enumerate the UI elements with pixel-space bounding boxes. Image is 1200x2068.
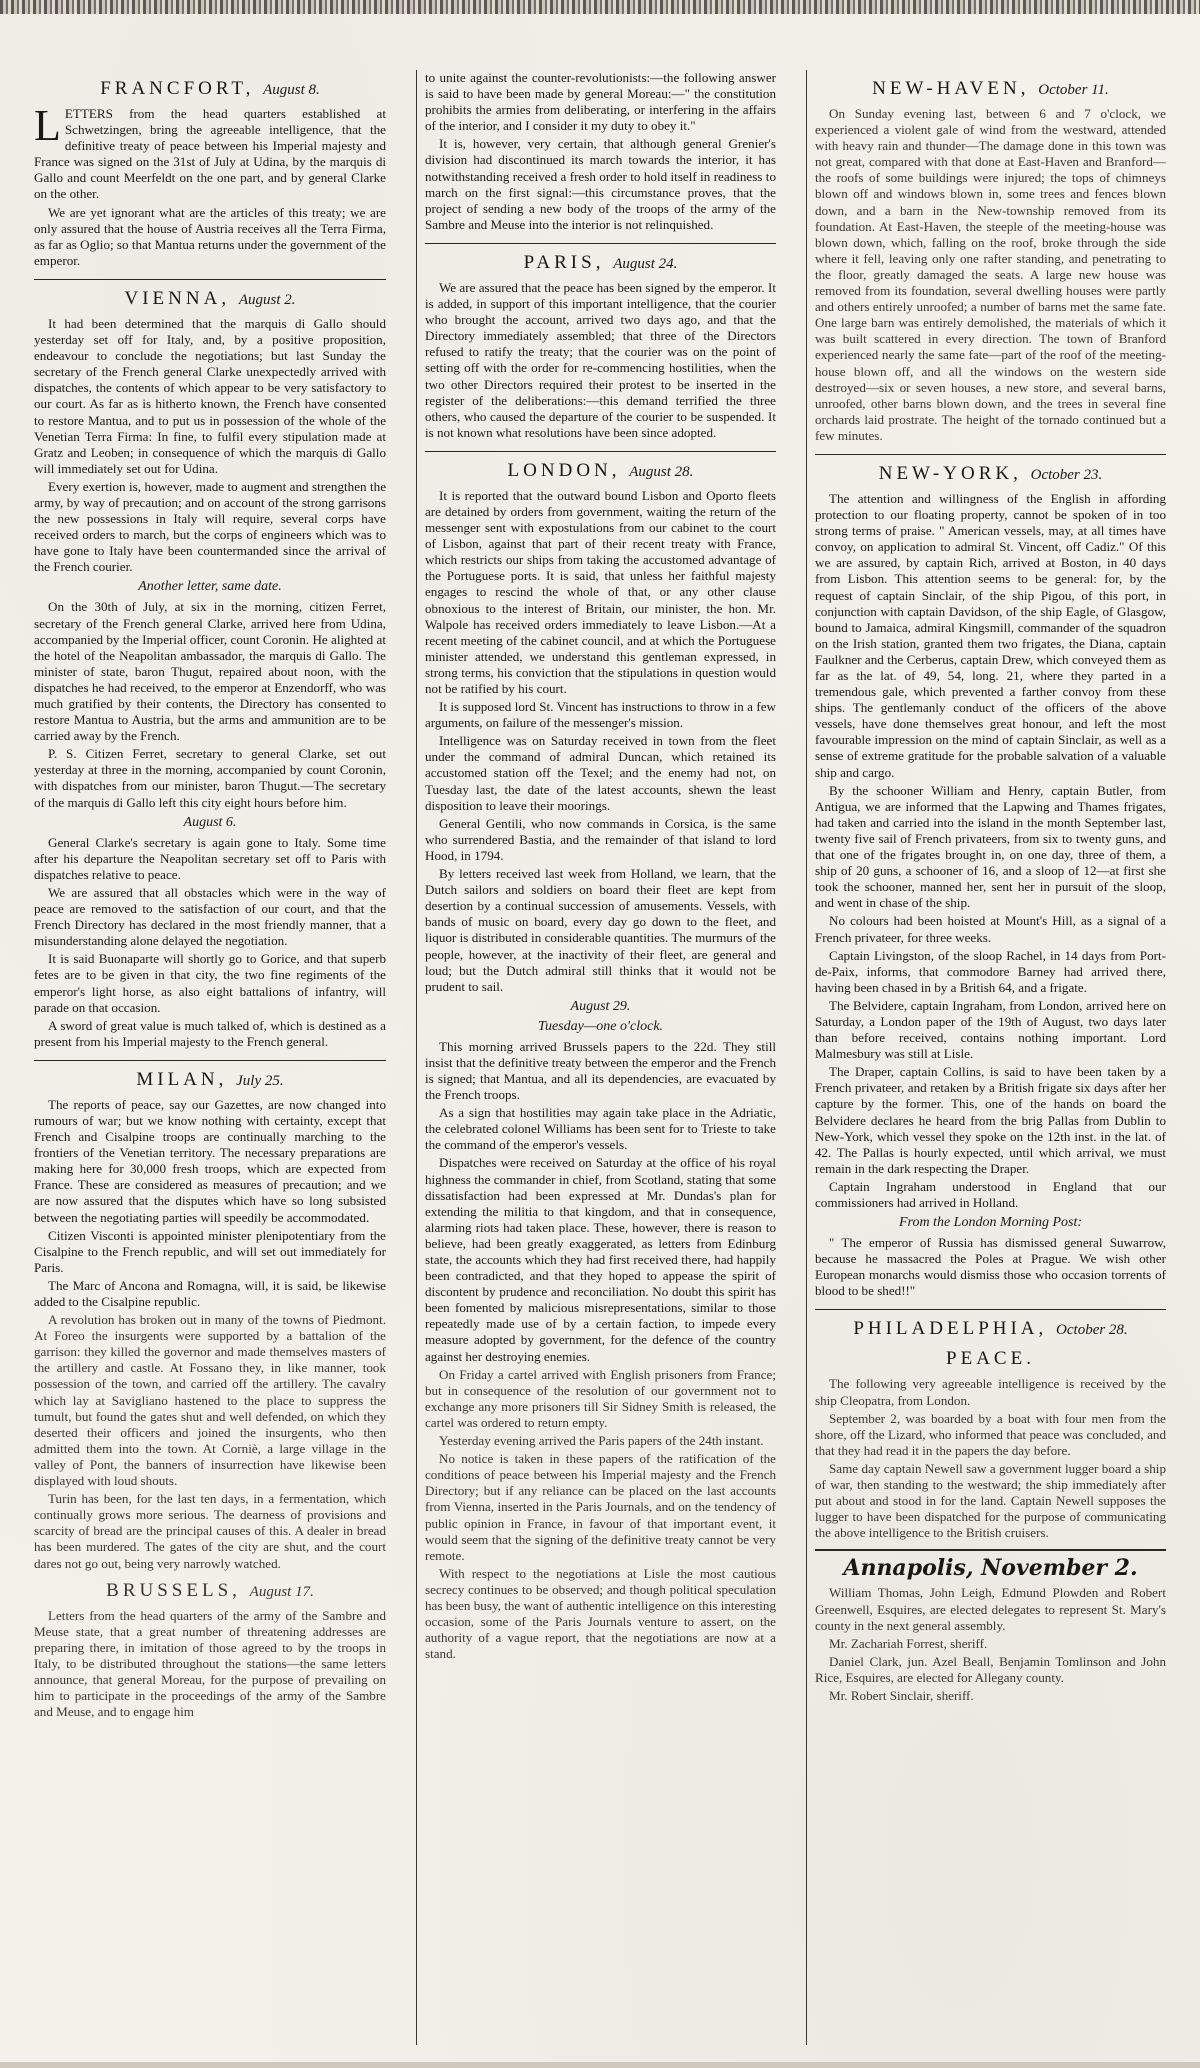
drop-cap: L: [34, 101, 61, 150]
paragraph: to unite against the counter-revolutionists:—the following answer is said to have been made by general Moreau:—" the constitution prohibits the armies from deliberating, or interfering in the affairs of the interior, and I consider it my duty to obey it.": [425, 70, 776, 134]
paragraph: A sword of great value is much talked of, which is destined as a present from his Imperial majesty to the French general.: [34, 1017, 386, 1049]
dateline-date: October 23.: [1030, 466, 1103, 483]
section-rule: [34, 1060, 386, 1061]
section-rule: [425, 243, 776, 244]
paragraph: P. S. Citizen Ferret, secretary to general Clarke, set out yesterday at three in the morning, accompanied by count Coronin, with dispatches from our minister, baron Thugut.—The secretary of the marquis di Gallo left this city eight hours before him.: [34, 746, 386, 810]
dateline-date: October 28.: [1056, 1322, 1128, 1339]
paragraph: Captain Ingraham understood in England that our commissioners had arrived in Holland.: [815, 1178, 1166, 1210]
paragraph: General Clarke's secretary is again gone to Italy. Some time after his departure the Neapolitan secretary set off to Paris with dispatches relative to peace.: [34, 834, 386, 882]
top-border-ornament: [0, 0, 1200, 14]
paragraph: Letters from the head quarters of the army of the Sambre and Meuse state, that a great number of threatening addresses are preparing there, in imitation of those agreed to by the troops in Italy, to be distributed throughout the stations—the same letters announce, that general Moreau, for the purpose of prevailing on him to participate in the proceedings of the army of the Sambre and Meuse, and to engage him: [34, 1607, 386, 1720]
dateline-place: NEW-HAVEN,: [872, 78, 1030, 99]
dateline-place: BRUSSELS,: [106, 1579, 241, 1601]
paragraph: We are assured that all obstacles which were in the way of peace are removed to the satisfaction of our court, and that the French Directory has declared in the most friendly manner, that a misunderstanding alone delayed the negotiation.: [34, 884, 386, 949]
paragraph: On Friday a cartel arrived with English prisoners from France; but in consequence of the resolution of our government not to exchange any more prisoners till Sir Sidney Smith is released, the cartel was ordered to return empty.: [425, 1366, 776, 1430]
dateline-brussels: [34, 1580, 386, 1602]
dateline-date: August 8.: [263, 82, 320, 98]
paragraph: It is reported that the outward bound Lisbon and Oporto fleets are detained by orders from government, waiting the return of the messenger sent with expostulations from our cabinet to the court of Lisbon, against that part of their recent treaty with France, which restricts our ships from taking the accustomed advantage of the Portuguese ports. It is said, that unless her faithful majesty engages to rescind the whole of that, or any other clause obnoxious to the interest of Britain, our minister, the hon. Mr. Walpole has received orders immediately to leave Lisbon.—At a recent meeting of the cabinet council, and at which the Portuguese minister attended, we understand this gentleman expressed, in strong terms, his conviction that the stipulations in question would not be ratified by his court.: [425, 487, 776, 696]
paragraph: No notice is taken in these papers of the ratification of the conditions of peace between his Imperial majesty and the French Directory; but if any reliance can be placed on the last accounts from Vienna, inserted in the Paris Journals, and on the tendency of public opinion in France, in favour of that important event, it would seem that the signing of the definitive treaty cannot be very remote.: [425, 1451, 776, 1563]
paragraph: Every exertion is, however, made to augment and strengthen the army, by way of precaution; and on account of the strong garrisons the new possessions in Italy will require, several corps have received orders to march, but the corps of engineers which was to have gone to Italy have been countermanded since the arrival of the French courier.: [34, 478, 386, 575]
paragraph: We are yet ignorant what are the articles of this treaty; we are only assured that the house of Austria receives all the Terra Firma, as far as Oglio; so that Mantua returns under the government of the emperor.: [34, 204, 386, 268]
paragraph: Citizen Visconti is appointed minister plenipotentiary from the Cisalpine to the French republic, and will set out immediately for Paris.: [34, 1227, 386, 1275]
subheading: From the London Morning Post:: [898, 1215, 1083, 1231]
paragraph: No colours had been hoisted at Mount's Hill, as a signal of a French privateer, for three weeks.: [815, 913, 1166, 945]
paragraph: General Gentili, who now commands in Corsica, is the same who surrendered Bastia, and the remainder of that island to lord Hood, in 1794.: [425, 815, 776, 863]
paragraph: On the 30th of July, at six in the morning, citizen Ferret, secretary of the French general Clarke, arrived here from Udina, accompanied by the Imperial officer, count Coronin. He alighted at the hotel of the Neapolitan ambassador, the marquis di Gallo. The minister of state, baron Thugut, repaired about noon, with the dispatches he had received, to the emperor at Enzendorff, who was much gratified by their contents, the Directory has consented to restore Mantua to Austria, but the arms and ammunition are to be carried away by the French.: [34, 599, 386, 744]
paragraph: The Belvidere, captain Ingraham, from London, arrived here on Saturday, a London paper of the 19th of August, two days later than before received, contains nothing important. Lord Malmesbury was still at Lisle.: [815, 997, 1166, 1062]
paragraph: The Marc of Ancona and Romagna, will, it is said, be likewise added to the Cisalpine republic.: [34, 1277, 386, 1309]
paragraph: The reports of peace, say our Gazettes, are now changed into rumours of war; but we know nothing with certainty, except that French and Cisalpine troops are continually marching to the frontiers of the Venetian territory. The necessary preparations are making here for 30,000 fresh troops, which are expected from France. These are considered as measures of precaution; and we are now assured that the disputes which have so long subsisted between the negotiating parties will speedily be accommodated.: [34, 1096, 386, 1225]
subheading: August 6.: [183, 814, 237, 830]
section-rule: [34, 279, 386, 280]
dateline-london: [425, 460, 776, 482]
dateline-place: FRANCFORT,: [100, 78, 255, 99]
paragraph: The attention and willingness of the English in affording protection to our floating property, cannot be spoken of in too strong terms of praise. " American vessels, may, at all times have convoy, on application to admiral St. Vincent, off Cadiz." Of this we are assured, by captain Rich, arrived at Boston, in 40 days from Lisbon. This attention seems to be general: for, by the request of captain Sinclair, of the ship Pigou, of this port, in conjunction with captain Davidson, of the ship Eagle, of Glasgow, bound to Jamaica, admiral Kingsmill, commander of the squadron on the Irish station, granted them two frigates, the Diana, captain Faulkner and the Cerberus, captain Drew, which conveyed them as far as the lat. of 49, 54, long. 21, where they parted in a tremendous gale, which prevented a farther convoy from these ships. The gentlemanly conduct of the officers of the above vessels, have done themselves great honour, and left the most favourable impression on the mind of captain Sinclair, as well as a sense of extreme gratitude for the probable salvation of a valuable ship and cargo.: [815, 490, 1166, 780]
section-rule: [815, 454, 1166, 455]
dateline-annapolis: Annapolis, November 2.: [815, 1549, 1166, 1581]
dateline-date: August 2.: [238, 291, 296, 308]
paragraph: It had been determined that the marquis di Gallo should yesterday set off for Italy, and, by a positive proposition, endeavour to conclude the negotiations; but last Sunday the secretary of the French general Clarke unexpectedly arrived with dispatches, the contents of which appear to be very satisfactory to our court. As far as is hitherto known, the French have consented to restore Mantua, and to put us in possession of the whole of the Venetian Terra Firma: In fine, to fulfil every stipulation made at Gratz and Leoben; in consequence of which the marquis di Gallo will immediately set out for Udina.: [34, 315, 386, 476]
dateline-vienna: [34, 288, 386, 310]
column-1: [26, 70, 394, 2045]
dateline-date: October 11.: [1038, 82, 1109, 98]
dateline-place: PHILADELPHIA,: [853, 1318, 1048, 1340]
dateline-place: MILAN,: [136, 1068, 228, 1090]
paragraph: A revolution has broken out in many of the towns of Piedmont. At Foreo the insurgents were supported by a battalion of the garrison: they killed the governor and made themselves masters of the artillery and castle. At Fossano they, in like manner, took possession of the town, and carried off the artillery. The cavalry which lay at Savigliano hastened to the place to suppress the tumult, but found the gates shut and well defended, on which they deserted their officers and joined the insurgents, who then admitted them into the town. At Corniè, a large village in the valley of Pont, the banners of insurrection have likewise been displayed with loud shouts.: [34, 1312, 386, 1489]
paragraph-text: ETTERS from the head quarters established at Schwetzingen, bring the agreeable intelligence, that the definitive treaty of peace between his Imperial majesty and France was signed on the 31st of July at Udina, by the marquis di Gallo and count Meerfeldt on the one part, and by general Clarke on the other.: [34, 106, 386, 202]
dateline-date: July 25.: [236, 1072, 284, 1089]
dateline-place: LONDON,: [507, 459, 621, 481]
paragraph: It is supposed lord St. Vincent has instructions to throw in a few arguments, on failure of the messenger's mission.: [425, 699, 776, 731]
dateline-date: August 28.: [629, 463, 694, 480]
bottom-edge: [0, 2062, 1200, 2068]
paragraph: Turin has been, for the last ten days, in a fermentation, which continually grows more serious. The dearness of provisions and scarcity of bread are the principal causes of this. A dealer in bread has been murdered. The gates of the city are shut, and the court dares not go out, being very narrowly watched.: [34, 1491, 386, 1571]
dateline-paris: [425, 252, 776, 274]
paragraph: It is said Buonaparte will shortly go to Gorice, and that superb fetes are to be given in that city, the two fine regiments of the emperor's light horse, as also eight battalions of infantry, will parade on that occasion.: [34, 951, 386, 1015]
column-2: [416, 70, 784, 2045]
dateline-newyork: [815, 463, 1166, 485]
dateline-milan: [34, 1069, 386, 1091]
paragraph: Mr. Zachariah Forrest, sheriff.: [829, 1635, 988, 1651]
paragraph: The following very agreeable intelligence is received by the ship Cleopatra, from London.: [815, 1376, 1166, 1408]
dateline-date: August 17.: [249, 1583, 314, 1600]
paragraph: William Thomas, John Leigh, Edmund Plowden and Robert Greenwell, Esquires, are elected delegates to represent St. Mary's county in the next general assembly.: [815, 1585, 1166, 1633]
paragraph: Dispatches were received on Saturday at the office of his royal highness the commander in chief, from Scotland, stating that some dissatisfaction had been expressed at Mr. Dundas's plan for extending the militia to that kingdom, and that in consequence, alarming riots had taken place. These, however, there is reason to believe, had been greatly exaggerated, as letters from Edinburg state, the accounts which they had first received there, had happily been contradicted, and that they hoped to appease the spirit of discontent by prudence and reconciliation. No doubt this spirit has been fomented by malicious misrepresentations, similar to those repeatedly made use of by a certain faction, to impede every measure adopted by government, for the defence of the country against her destroying enemies.: [425, 1155, 776, 1364]
paragraph: [34, 101, 386, 203]
dateline-place: VIENNA,: [124, 287, 231, 309]
paragraph: By letters received last week from Holland, we learn, that the Dutch sailors and soldiers on board their fleet are kept from desertion by a continual succession of amusements. Vessels, with bands of music on board, every day go down to the fleet, and liquor is distributed in considerable quantities. The murmurs of the people, however, at the inactivity of their fleet, are general and loud; but the Dutch admiral still thinks that it would not be prudent to sail.: [425, 866, 776, 994]
column-3: [806, 70, 1174, 2045]
paragraph: This morning arrived Brussels papers to the 22d. They still insist that the definitive treaty between the emperor and the French is signed; that Mantua, and all its dependencies, are evacuated by the French troops.: [425, 1038, 776, 1103]
paragraph: We are assured that the peace has been signed by the emperor. It is added, in support of this important intelligence, that the courier who brought the account, arrived two days ago, and that the Directory immediately assembled; that three of the Directors refused to ratify the treaty; that the courier was on the point of setting off with the order for re-commencing hostilities, when the two other Directors required their protest to be inserted in the register of the deliberations:—this demand terrified the three others, who caused the departure of the courier to be suspended. It is not known what resolutions have been since adopted.: [425, 279, 776, 440]
subheading: Tuesday—one o'clock.: [537, 1018, 664, 1034]
paragraph: The Draper, captain Collins, is said to have been taken by a French privateer, and retaken by a British frigate six days after her capture by the former. This, one of the hands on board the Belvidere declares he heard from the brig Pallas from Dublin to New-York, which vessel they spoke on the 12th inst. in the lat. of 42. The Pallas is hourly expected, until which arrival, we must remain in the dark respecting the Draper.: [815, 1064, 1166, 1176]
paragraph: " The emperor of Russia has dismissed general Suwarrow, because he massacred the Poles at Prague. We wish other European monarchs would dismiss those who occasion torrents of blood to be shed!!": [815, 1235, 1166, 1299]
paragraph: Yesterday evening arrived the Paris papers of the 24th instant.: [439, 1433, 764, 1449]
dateline-philadelphia: [815, 1318, 1166, 1340]
dateline-francfort: [34, 78, 386, 100]
paragraph: September 2, was boarded by a boat with four men from the shore, off the Lizard, who informed that peace was concluded, and that they had read it in the papers the day before.: [815, 1410, 1166, 1458]
paragraph: As a sign that hostilities may again take place in the Adriatic, the celebrated colonel Williams has been sent for to Trieste to take the command of the emperor's vessels.: [425, 1105, 776, 1153]
subheading: Another letter, same date.: [138, 579, 282, 595]
section-rule: [815, 1309, 1166, 1310]
dateline-newhaven: [815, 78, 1166, 100]
peace-heading: PEACE.: [946, 1348, 1035, 1370]
paragraph: Daniel Clark, jun. Azel Beall, Benjamin Tomlinson and John Rice, Esquires, are elected for Allegany county.: [815, 1653, 1166, 1685]
columns: [26, 70, 1174, 2045]
section-rule: [425, 451, 776, 452]
subheading: August 29.: [570, 998, 631, 1014]
paragraph: By the schooner William and Henry, captain Butler, from Antigua, we are informed that the Lapwing and Thames frigates, had taken and carried into the island in the month September last, twenty five sail of French privateers, from six to twenty guns, and that one of the frigates brought in, on one day, three of them, a ship of 20 guns, a schooner of 16, and a sloop of 12—at first she took the schooner, manned her, sent her in pursuit of the sloop, and went in chase of the ship.: [815, 782, 1166, 911]
dateline-place: NEW-YORK,: [878, 462, 1022, 484]
paragraph: Intelligence was on Saturday received in town from the fleet under the command of admiral Duncan, which retained its accustomed station off the Texel; and the enemy had not, on Tuesday last, the date of the latest accounts, shewn the least disposition to leave their moorings.: [425, 733, 776, 813]
paragraph: With respect to the negotiations at Lisle the most cautious secrecy continues to be observed; and though political speculation has been busy, the want of authentic intelligence on this interesting occasion, some of the Paris Journals venture to assert, on the authority of a vague report, that the negotiations are now at a stand.: [425, 1565, 776, 1662]
paragraph: Same day captain Newell saw a government lugger board a ship of war, then standing to the westward; the ship immediately after put about and stood in for the land. Captain Newell supposes the lugger to have been dispatched for the purpose of communicating the above intelligence to the British cruisers.: [815, 1460, 1166, 1541]
paragraph: Mr. Robert Sinclair, sheriff.: [829, 1687, 974, 1703]
paragraph: On Sunday evening last, between 6 and 7 o'clock, we experienced a violent gale of wind from the westward, attended with heavy rain and thunder—The damage done in this town was not great, compared with that done at East-Haven and Branford—the roofs of some buildings were injured; the tops of chimneys blown off and windows blown in, some trees and fences blown down, and a barn in the New-township removed from its foundation. At East-Haven, the steeple of the meeting-house was blown down, which, falling on the roof, broke through the side where it fell, leaving only one rafter standing, and penetrating to the floor, greatly damaged the seats. A large new house was removed from its foundation, several dwelling houses were partly and others entirely unroofed; a number of barns met the same fate. One large barn was entirely demolished, the materials of which it was built scattered in every direction. The town of Branford experienced nearly the same fate—part of the roof of the meeting-house blown off, and all the windows on the western side destroyed—six or seven houses, a new store, and several barns, unroofed, other barns blown down, and the trees in several fine orchards laid prostrate. The height of the tornado continued but a few minutes.: [815, 106, 1166, 443]
paragraph: Captain Livingston, of the sloop Rachel, in 14 days from Port-de-Paix, informs, that commodore Barney had arrived there, having been chased in by a British 64, and a frigate.: [815, 947, 1166, 995]
dateline-place: PARIS,: [523, 251, 605, 273]
paragraph: It is, however, very certain, that although general Grenier's division had discontinued its march towards the interior, it has notwithstanding received a fresh order to hold itself in readiness to march on the first signal:—this circumstance proves, that the project of sending a new body of the troops of the army of the Sambre and Meuse into the interior is not relinquished.: [425, 136, 776, 232]
dateline-date: August 24.: [613, 255, 678, 272]
